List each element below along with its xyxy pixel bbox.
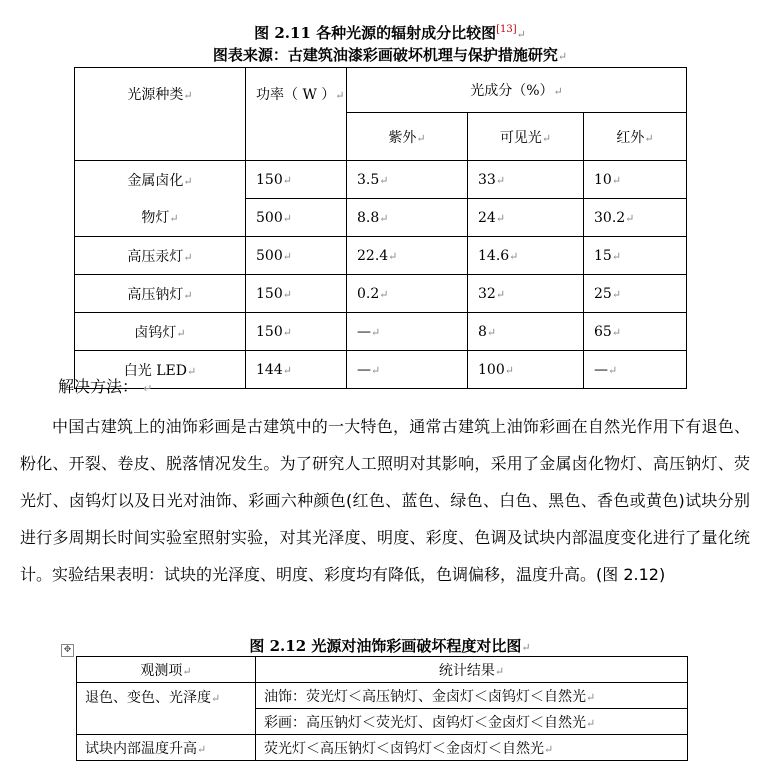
caption-title: 图 2.11 各种光源的辐射成分比较图 [254,24,497,42]
cell-visible: 100↵ [468,351,584,389]
cell-name: 物灯↵ [75,199,246,237]
paragraph-text: 中国古建筑上的油饰彩画是古建筑中的一大特色，通常古建筑上油饰彩画在自然光作用下有退色、粉化、开裂、卷皮、脱落情况发生。为了研究人工照明对其影响，采用了金属卤化物灯、高压钠灯、荧光灯、卤钨灯以及日光对油饰、彩画六种颜色(红色、蓝色、绿色、白色、黑色、香色或黄色)试块分别进行多周期长时间实验室照射实验，对其光泽度、明度、彩度、色调及试块内部温度变化进行了量化统计。实验结果表明：试块的光泽度、明度、彩度均有降低，色调偏移，温度升高。(图 2.12) [20,417,750,584]
source-text: 图表来源：古建筑油漆彩画破坏机理与保护措施研究 [212,46,558,64]
cell-ir: 25↵ [584,275,687,313]
cell-power: 150↵ [246,161,347,199]
cell-power: 150↵ [246,313,347,351]
figure-caption-2-12: 图 2.12 光源对油饰彩画破坏程度对比图↵ [249,637,531,655]
cell-result: 油饰：荧光灯＜高压钠灯、金卤灯＜卤钨灯＜自然光↵ [256,683,688,709]
header-visible: 可见光↵ [468,113,584,161]
light-source-table [74,67,687,389]
cell-power: 144↵ [246,351,347,389]
header-composition: 光成分（%）↵ [347,68,687,113]
cell-result: 彩画：高压钠灯＜荧光灯、卤钨灯＜金卤灯＜自然光↵ [256,709,688,735]
cell-uv: —↵ [347,313,468,351]
cell-uv: 0.2↵ [347,275,468,313]
cell-name: 白光 LED↵ [75,351,246,389]
cell-uv: 22.4↵ [347,237,468,275]
cell-ir: —↵ [584,351,687,389]
damage-comparison-table [76,656,688,761]
cell-name: 金属卤化↵ [75,161,246,199]
table-row [75,351,687,389]
table-row [75,313,687,351]
cell-visible: 32↵ [468,275,584,313]
table-row [77,683,688,709]
table-row [75,161,687,199]
body-paragraph [20,408,750,593]
cell-item: 退色、变色、光泽度↵ [77,683,256,735]
table-row [75,275,687,313]
table-row [75,237,687,275]
caption-title: 图 2.12 光源对油饰彩画破坏程度对比图 [249,637,522,655]
cell-name: 高压汞灯↵ [75,237,246,275]
table-row [77,735,688,761]
header-light-type: 光源种类↵ [75,68,246,161]
cell-visible: 33↵ [468,161,584,199]
cell-ir: 15↵ [584,237,687,275]
method-label: 解决方法： ↵ [58,377,153,396]
cell-visible: 24↵ [468,199,584,237]
table-move-handle-icon[interactable]: ✥ [61,644,74,657]
cell-result: 荧光灯＜高压钠灯＜卤钨灯＜金卤灯＜自然光↵ [256,735,688,761]
cell-power: 500↵ [246,199,347,237]
cell-power: 500↵ [246,237,347,275]
cell-ir: 30.2↵ [584,199,687,237]
cell-name: 卤钨灯↵ [75,313,246,351]
cell-ir: 65↵ [584,313,687,351]
figure-source: 图表来源：古建筑油漆彩画破坏机理与保护措施研究↵ [212,46,568,64]
cell-visible: 14.6↵ [468,237,584,275]
cell-uv: 8.8↵ [347,199,468,237]
cell-power: 150↵ [246,275,347,313]
cell-item: 试块内部温度升高↵ [77,735,256,761]
header-uv: 紫外↵ [347,113,468,161]
cell-name: 高压钠灯↵ [75,275,246,313]
header-result: 统计结果↵ [256,657,688,683]
citation-ref[interactable]: [13] [496,24,517,35]
header-ir: 红外↵ [584,113,687,161]
cell-uv: —↵ [347,351,468,389]
cell-visible: 8↵ [468,313,584,351]
cell-ir: 10↵ [584,161,687,199]
cell-uv: 3.5↵ [347,161,468,199]
header-power: 功率（ W ）↵ [246,68,347,161]
header-item: 观测项↵ [77,657,256,683]
figure-caption-2-11: 图 2.11 各种光源的辐射成分比较图[13]↵ [254,24,526,42]
table-row [75,199,687,237]
